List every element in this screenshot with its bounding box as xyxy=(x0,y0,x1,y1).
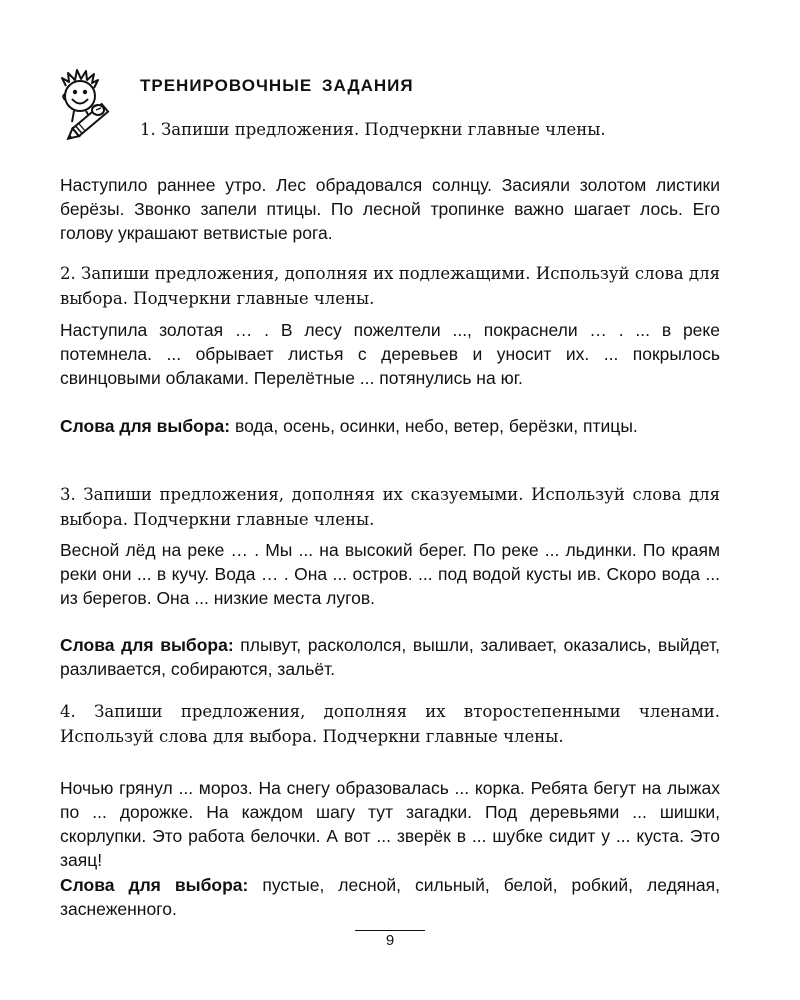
task-number: 4. xyxy=(60,702,76,721)
word-bank-label: Слова для выбора: xyxy=(60,416,231,436)
task-instruction-text: Запиши предложения, дополняя их подлежащими. Используй слова для выбора. Подчеркни главные члены. xyxy=(60,264,720,308)
task-instruction-text: Запиши предложения. Подчеркни главные члены. xyxy=(161,120,606,139)
task-number: 3. xyxy=(60,485,76,504)
task-3-word-bank xyxy=(60,633,720,681)
pencil-boy-icon xyxy=(52,66,132,146)
task-4-instruction xyxy=(60,700,720,749)
word-bank-words: вода, осень, осинки, небо, ветер, берёзки, птицы. xyxy=(234,416,638,436)
task-2-text: Наступила золотая … . В лесу пожелтели ..., покраснели … . ... в реке потемнела. ... обрывает листья с деревьев и уносит их. ... покрылось свинцовыми облаками. Перелётные ... потянулись на юг. xyxy=(60,320,720,388)
task-instruction-text: Запиши предложения, дополняя их второстепенными членами. Используй слова для выбора. Подчеркни главные члены. xyxy=(60,702,720,746)
word-bank-words: плывут, раскололся, вышли, заливает, оказались, выйдет, разливается, собираются, зальёт. xyxy=(60,635,720,679)
word-bank-words: пустые, лесной, сильный, белой, робкий, ледяная, заснеженного. xyxy=(60,875,720,919)
task-1-instruction xyxy=(140,118,720,143)
task-number: 2. xyxy=(60,264,76,283)
task-instruction-text: Запиши предложения, дополняя их сказуемыми. Используй слова для выбора. Подчеркни главные члены. xyxy=(60,485,720,529)
word-bank-label: Слова для выбора: xyxy=(60,875,249,895)
task-4-text: Ночью грянул ... мороз. На снегу образовалась ... корка. Ребята бегут на лыжах по ... дорожке. На каждом шагу тут загадки. Под деревьями ... шишки, скорлупки. Это работа белочки. А вот ... зверёк в ... шубке сидит у ... куста. Это заяц! xyxy=(60,778,720,870)
task-2-word-bank xyxy=(60,414,720,438)
page-number-rule xyxy=(355,930,425,931)
task-number: 1. xyxy=(140,120,156,139)
word-bank-label: Слова для выбора: xyxy=(60,635,234,655)
task-3-instruction xyxy=(60,483,720,532)
section-title: ТРЕНИРОВОЧНЫЕ ЗАДАНИЯ xyxy=(140,76,414,95)
task-2-instruction xyxy=(60,262,720,311)
page-number: 9 xyxy=(385,932,395,949)
task-1-text: Наступило раннее утро. Лес обрадовался солнцу. Засияли золотом листики берёзы. Звонко запели птицы. По лесной тропинке важно шагает лось. Его голову украшают ветвистые рога. xyxy=(60,175,720,243)
task-4-word-bank xyxy=(60,873,720,921)
task-3-text: Весной лёд на реке … . Мы ... на высокий берег. По реке ... льдинки. По краям реки они ... в кучу. Вода … . Она ... остров. ... под водой кусты ив. Скоро вода ... из берегов. Она ... низкие места лугов. xyxy=(60,540,720,608)
